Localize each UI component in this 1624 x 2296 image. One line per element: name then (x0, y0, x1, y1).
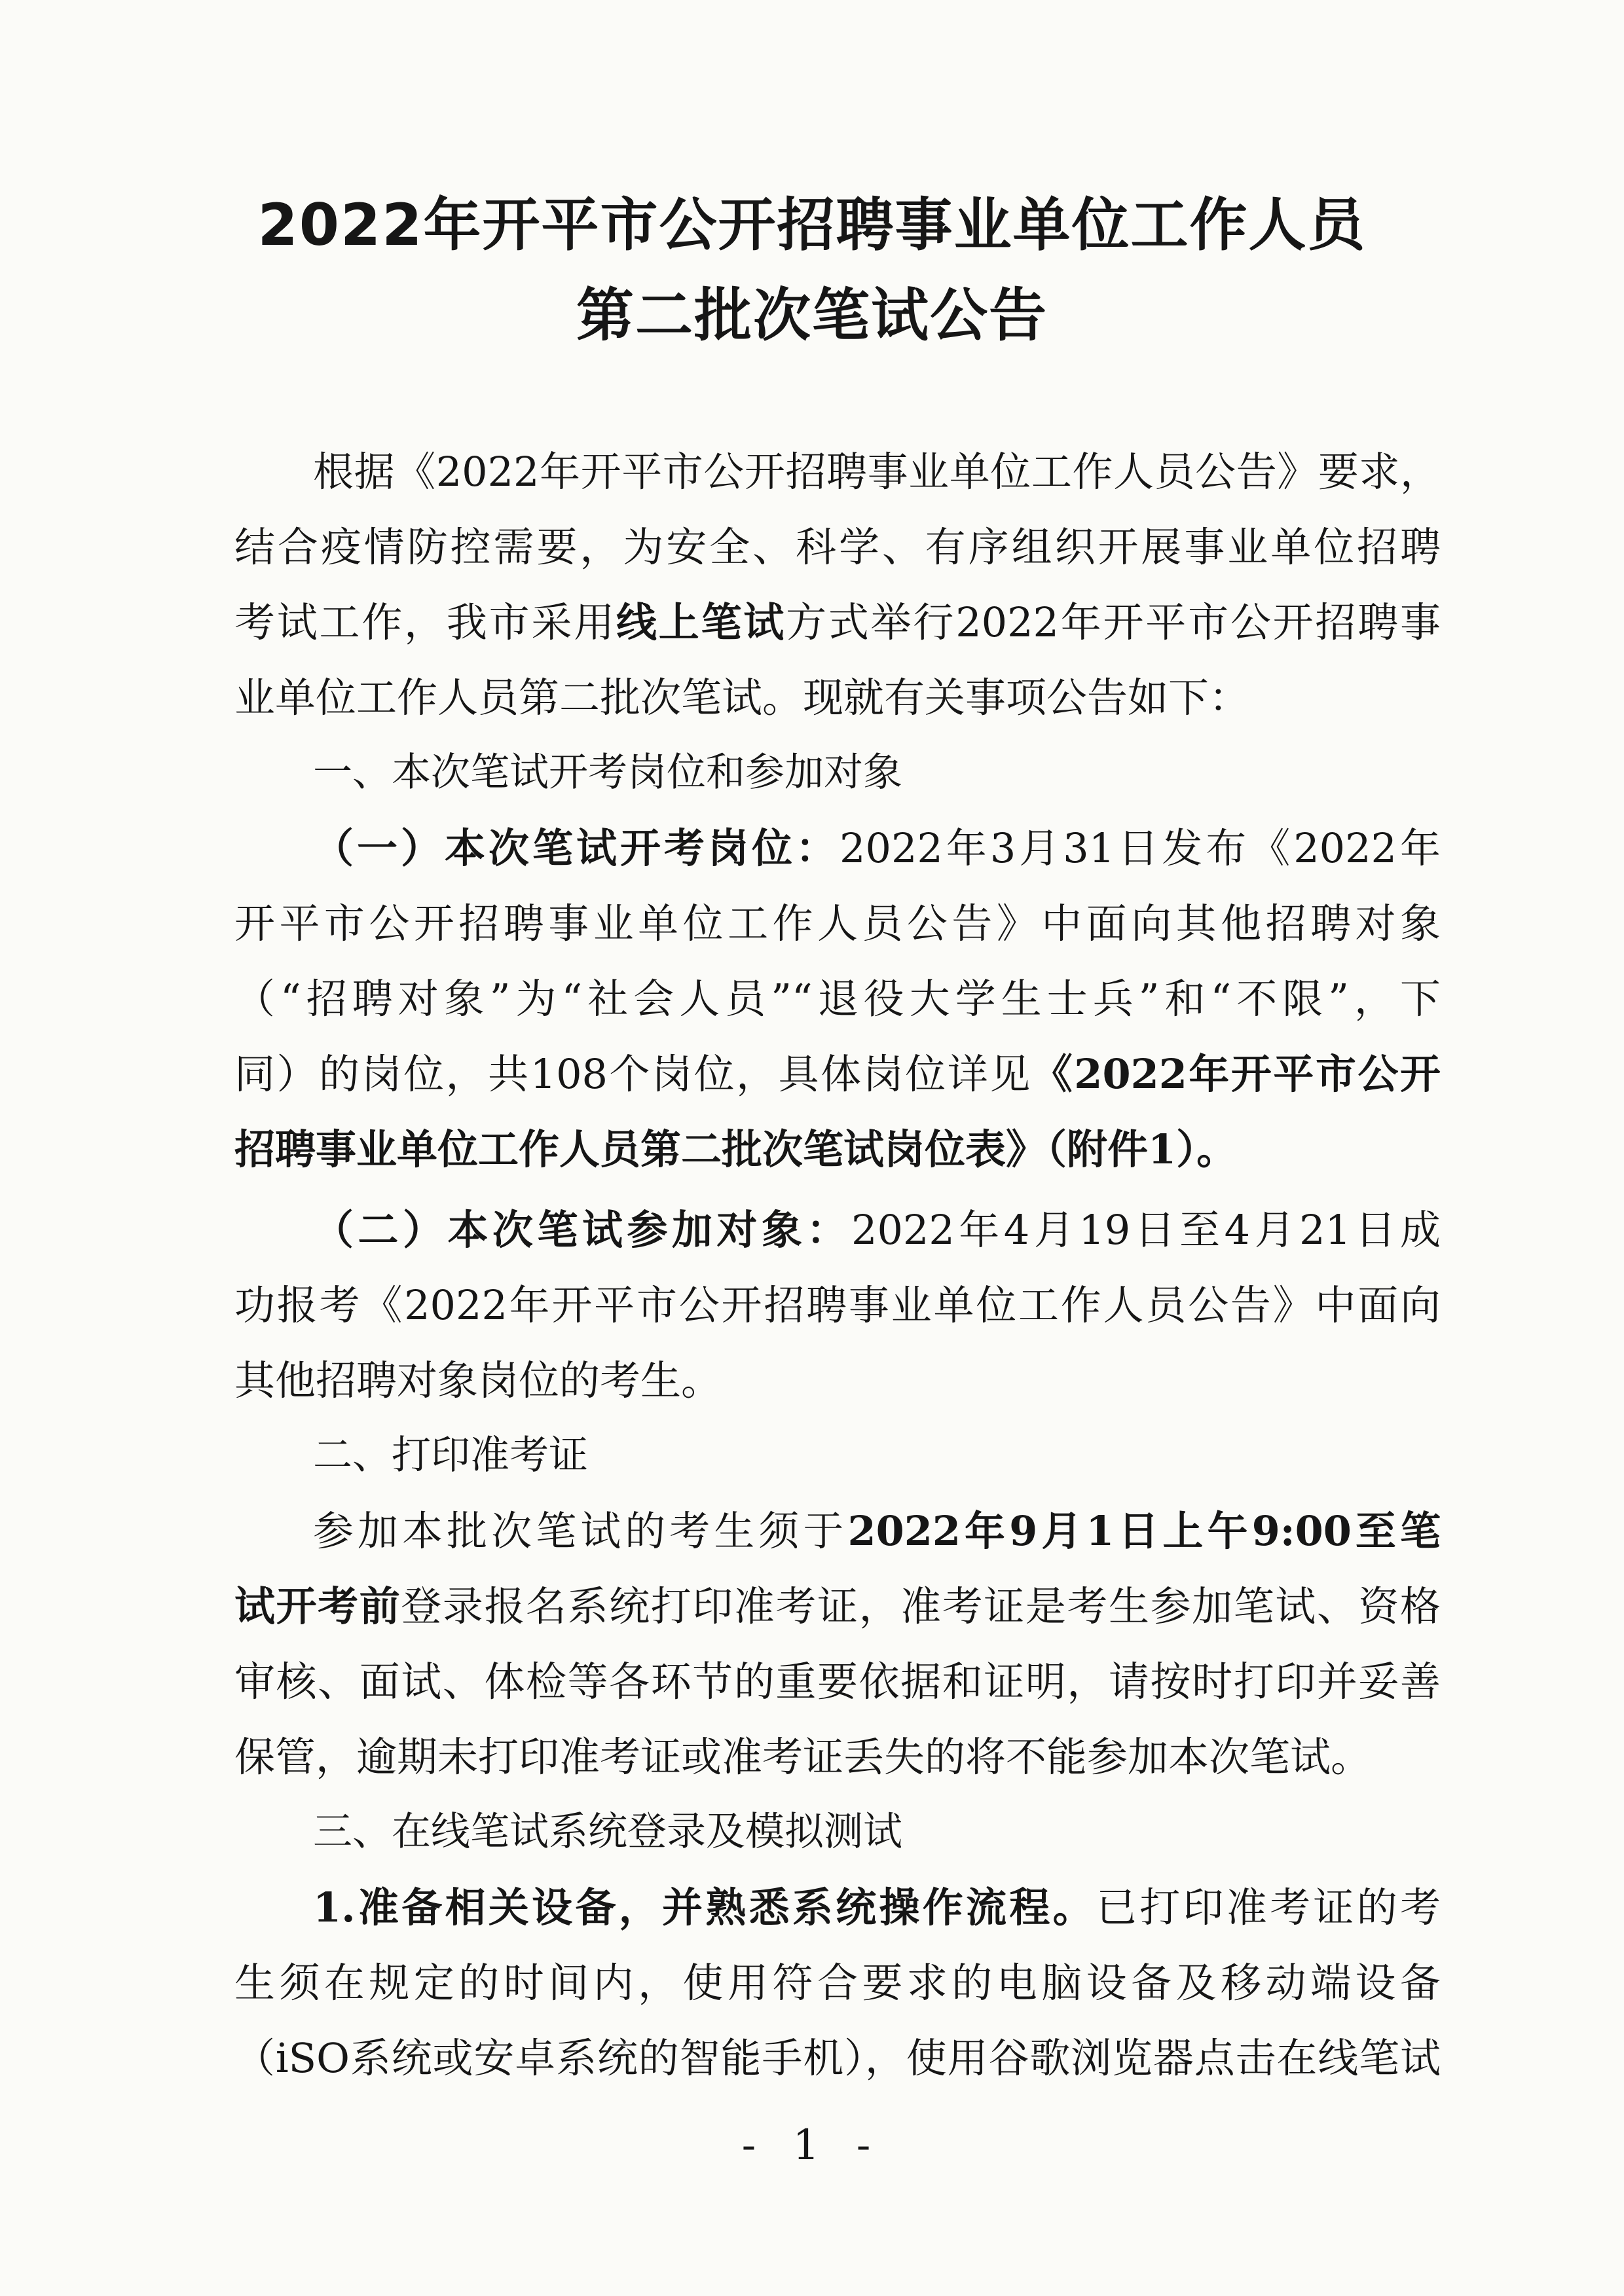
section1-p1-line-4: 同）的岗位，共108个岗位，具体岗位详见《2022年开平市公开 (234, 1050, 1441, 1098)
doc-title-line1: 2022年开平市公开招聘事业单位工作人员 (257, 191, 1367, 259)
section1-p1-line-3: （“招聘对象”为“社会人员”“退役大学生士兵”和“不限”，下 (234, 975, 1441, 1023)
intro-line-2: 结合疫情防控需要，为安全、科学、有序组织开展事业单位招聘 (234, 523, 1441, 571)
attachment-title-part1: 《2022年开平市公开 (1031, 1050, 1441, 1098)
page-number: - 1 - (741, 2121, 883, 2170)
section1-p1-line-1: （一）本次笔试开考岗位：2022年3月31日发布《2022年 (313, 824, 1441, 872)
section2-line-4: 保管，逾期未打印准考证或准考证丢失的将不能参加本次笔试。 (234, 1733, 1372, 1781)
emphasis-online-exam: 线上笔试 (616, 598, 786, 646)
print-deadline-end: 试开考前 (234, 1582, 401, 1630)
section1-p2-line-2: 功报考《2022年开平市公开招聘事业单位工作人员公告》中面向 (234, 1281, 1441, 1329)
intro-line-4: 业单位工作人员第二批次笔试。现就有关事项公告如下： (234, 674, 1250, 721)
section2-line-3: 审核、面试、体检等各环节的重要依据和证明，请按时打印并妥善 (234, 1658, 1441, 1705)
section3-line-1: 1.准备相关设备，并熟悉系统操作流程。已打印准考证的考 (313, 1884, 1441, 1931)
section3-line-2: 生须在规定的时间内，使用符合要求的电脑设备及移动端设备 (234, 1959, 1441, 2007)
intro-line-3: 考试工作，我市采用线上笔试方式举行2022年开平市公开招聘事 (234, 598, 1441, 646)
intro-line-1: 根据《2022年开平市公开招聘事业单位工作人员公告》要求， (313, 448, 1441, 496)
section2-heading: 二、打印准考证 (313, 1432, 588, 1478)
section1-p2-label: （二）本次笔试参加对象： (313, 1206, 852, 1254)
print-deadline: 2022年9月1日上午9:00至笔 (847, 1507, 1441, 1555)
section2-line-2: 试开考前登录报名系统打印准考证，准考证是考生参加笔试、资格 (234, 1582, 1441, 1630)
section1-p1-line-2: 开平市公开招聘事业单位工作人员公告》中面向其他招聘对象 (234, 900, 1441, 947)
section1-p1-line-5: 招聘事业单位工作人员第二批次笔试岗位表》（附件1）。 (234, 1125, 1238, 1173)
section3-line-3: （iSO系统或安卓系统的智能手机），使用谷歌浏览器点击在线笔试 (234, 2034, 1441, 2082)
section2-line-1: 参加本批次笔试的考生须于2022年9月1日上午9:00至笔 (313, 1507, 1441, 1555)
section3-heading: 三、在线笔试系统登录及模拟测试 (313, 1809, 902, 1855)
section1-p1-label: （一）本次笔试开考岗位： (313, 824, 840, 872)
section1-heading: 一、本次笔试开考岗位和参加对象 (313, 750, 902, 795)
section3-item1-label: 1.准备相关设备，并熟悉系统操作流程。 (313, 1884, 1096, 1931)
section1-p2-line-3: 其他招聘对象岗位的考生。 (234, 1357, 722, 1404)
doc-title-line2: 第二批次笔试公告 (576, 282, 1048, 349)
section1-p2-line-1: （二）本次笔试参加对象：2022年4月19日至4月21日成 (313, 1206, 1441, 1254)
